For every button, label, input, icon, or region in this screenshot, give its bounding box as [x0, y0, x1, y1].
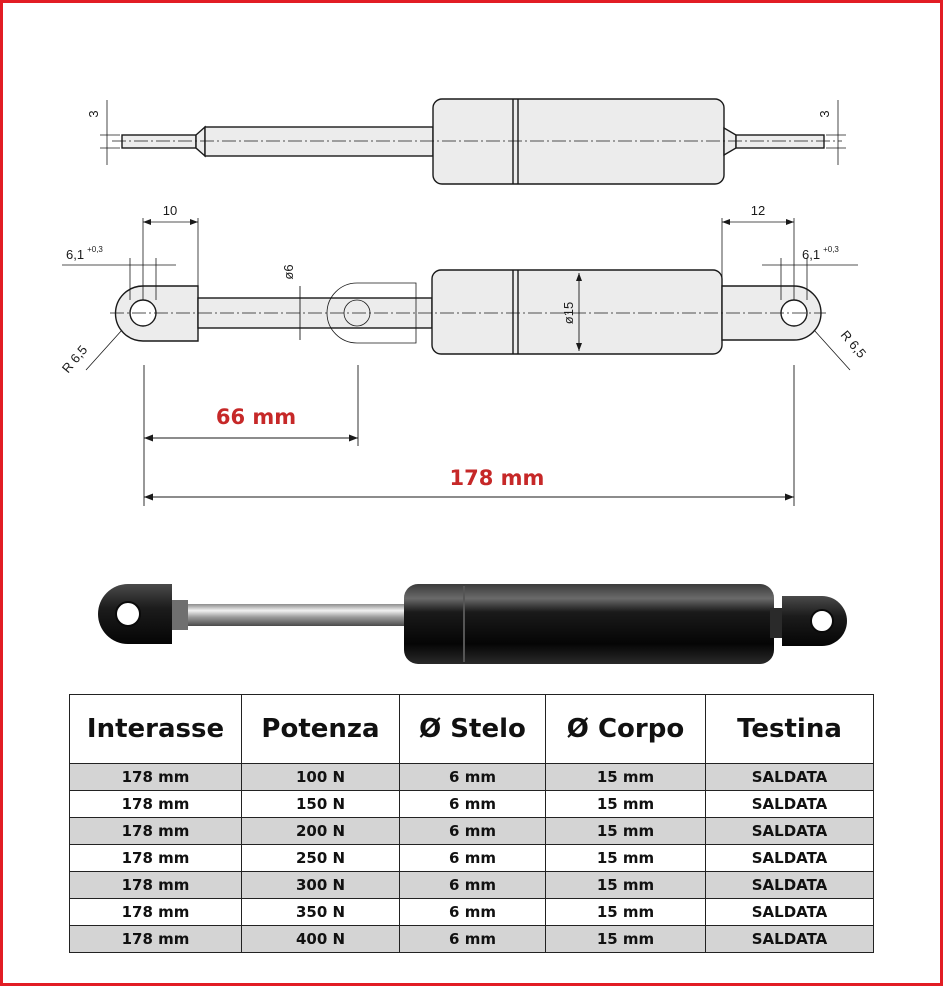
cell-corpo: 15 mm — [546, 899, 706, 926]
side-left-eye — [115, 286, 198, 341]
cell-interasse: 178 mm — [70, 926, 242, 953]
cell-potenza: 300 N — [242, 872, 400, 899]
spec-table — [69, 694, 874, 953]
header-interasse: Interasse — [70, 695, 242, 764]
table-row — [70, 791, 874, 818]
cell-potenza: 150 N — [242, 791, 400, 818]
top-right-eye-plate — [736, 135, 824, 148]
table-row — [70, 845, 874, 872]
dim-label-hole-right — [802, 245, 839, 262]
photo-left-collar — [172, 600, 188, 630]
header-corpo: Ø Corpo — [546, 695, 706, 764]
cell-corpo: 15 mm — [546, 926, 706, 953]
cell-corpo: 15 mm — [546, 872, 706, 899]
header-potenza: Potenza — [242, 695, 400, 764]
dim-label-radius-right: R 6,5 — [837, 327, 870, 361]
top-left-weld — [196, 127, 205, 156]
stroke-label: 66 mm — [215, 405, 297, 429]
center-distance-label: 178 mm — [449, 466, 545, 490]
dim-label-eye-right: 12 — [750, 203, 766, 218]
top-view — [100, 99, 846, 184]
cell-testina: SALDATA — [706, 791, 874, 818]
dim-hole-right-value: 6,1 — [802, 247, 821, 262]
header-testina: Testina — [706, 695, 874, 764]
top-body — [433, 99, 724, 184]
cell-potenza: 350 N — [242, 899, 400, 926]
dim-label-hole-left — [66, 245, 103, 262]
header-stelo: Ø Stelo — [400, 695, 546, 764]
cell-testina: SALDATA — [706, 872, 874, 899]
cell-corpo: 15 mm — [546, 791, 706, 818]
table-row — [70, 872, 874, 899]
cell-testina: SALDATA — [706, 818, 874, 845]
dim-label-eye-left: 10 — [162, 203, 178, 218]
cell-interasse: 178 mm — [70, 899, 242, 926]
cell-interasse: 178 mm — [70, 845, 242, 872]
cell-testina: SALDATA — [706, 845, 874, 872]
top-left-eye-plate — [122, 135, 196, 148]
top-right-weld — [724, 128, 736, 155]
cell-potenza: 200 N — [242, 818, 400, 845]
cell-testina: SALDATA — [706, 926, 874, 953]
cell-testina: SALDATA — [706, 899, 874, 926]
table-row — [70, 899, 874, 926]
dim-label-thickness-left: 3 — [86, 110, 101, 118]
cell-stelo: 6 mm — [400, 791, 546, 818]
table-header-row — [70, 695, 874, 764]
cell-stelo: 6 mm — [400, 818, 546, 845]
cell-testina: SALDATA — [706, 764, 874, 791]
photo-right-eye-hole — [811, 610, 833, 632]
top-rod — [205, 127, 433, 156]
dim-hole-right-tolerance: +0,3 — [823, 245, 839, 254]
cell-corpo: 15 mm — [546, 764, 706, 791]
photo-body — [404, 584, 774, 664]
dim-label-radius-left: R 6,5 — [58, 342, 91, 376]
dim-line — [86, 330, 122, 370]
cell-interasse: 178 mm — [70, 872, 242, 899]
table-row — [70, 818, 874, 845]
dim-label-body-diameter: ø15 — [561, 301, 576, 325]
photo-rod — [188, 604, 406, 626]
cell-interasse: 178 mm — [70, 818, 242, 845]
dim-hole-left-tolerance: +0,3 — [87, 245, 103, 254]
dim-label-thickness-right: 3 — [817, 110, 832, 118]
cell-interasse: 178 mm — [70, 764, 242, 791]
cell-potenza: 400 N — [242, 926, 400, 953]
cell-stelo: 6 mm — [400, 872, 546, 899]
dim-hole-left-value: 6,1 — [66, 247, 85, 262]
cell-stelo: 6 mm — [400, 926, 546, 953]
dim-label-rod-diameter: ø6 — [281, 264, 296, 280]
gas-spring-photo — [98, 584, 847, 664]
photo-right-collar — [770, 608, 784, 638]
photo-left-eye-hole — [116, 602, 140, 626]
cell-stelo: 6 mm — [400, 899, 546, 926]
cell-potenza: 250 N — [242, 845, 400, 872]
cell-stelo: 6 mm — [400, 764, 546, 791]
cell-interasse: 178 mm — [70, 791, 242, 818]
cell-corpo: 15 mm — [546, 818, 706, 845]
side-body — [432, 270, 722, 354]
cell-corpo: 15 mm — [546, 845, 706, 872]
cell-potenza: 100 N — [242, 764, 400, 791]
table-row — [70, 764, 874, 791]
table-row — [70, 926, 874, 953]
side-view — [62, 218, 858, 370]
cell-stelo: 6 mm — [400, 845, 546, 872]
